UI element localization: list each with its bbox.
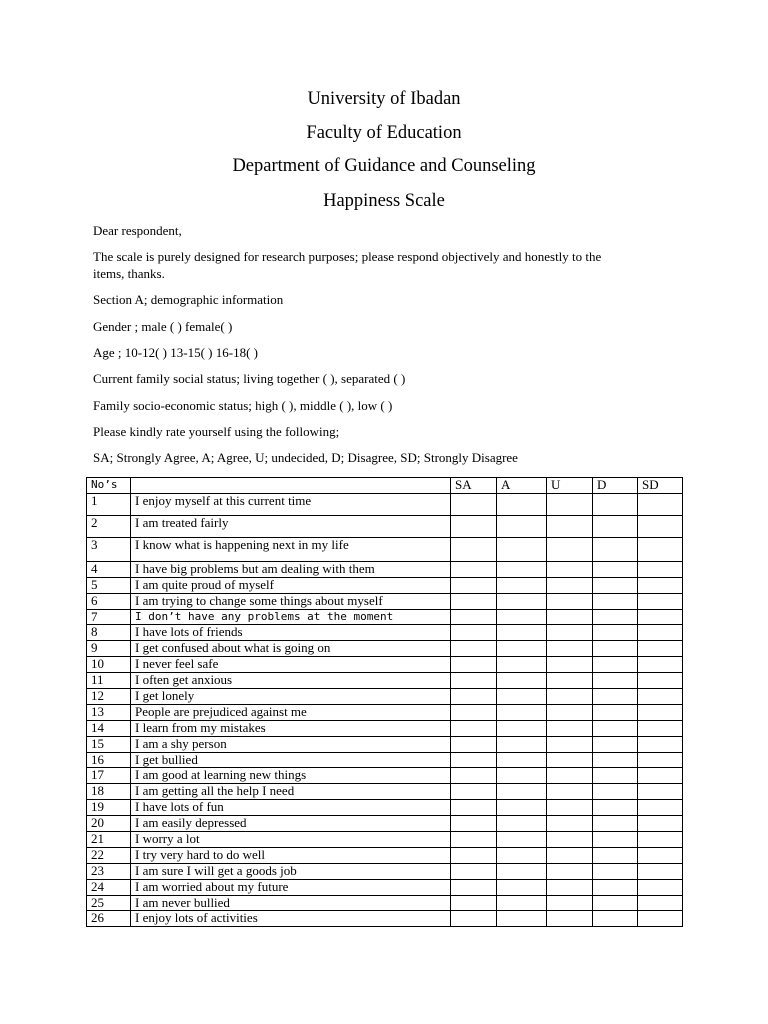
response-cell-a[interactable] — [497, 577, 547, 593]
response-cell-d[interactable] — [593, 689, 638, 705]
rating-legend: SA; Strongly Agree, A; Agree, U; undecided, D; Disagree, SD; Strongly Disagree — [93, 450, 518, 465]
table-row — [87, 704, 683, 720]
response-cell-d[interactable] — [593, 593, 638, 609]
item-statement: I am easily depressed — [131, 816, 451, 832]
response-cell-sa[interactable] — [451, 768, 497, 784]
response-cell-a[interactable] — [497, 720, 547, 736]
response-cell-d[interactable] — [593, 847, 638, 863]
table-row — [87, 832, 683, 848]
item-statement: I enjoy lots of activities — [131, 911, 451, 927]
item-number: 19 — [87, 800, 131, 816]
rating-instruction: Please kindly rate yourself using the following; — [93, 424, 340, 439]
response-cell-sd[interactable] — [638, 784, 683, 800]
item-statement: I am treated fairly — [131, 515, 451, 537]
salutation: Dear respondent, — [93, 223, 182, 238]
response-cell-sa[interactable] — [451, 609, 497, 625]
item-number: 26 — [87, 911, 131, 927]
item-number: 8 — [87, 625, 131, 641]
response-cell-sd[interactable] — [638, 577, 683, 593]
response-cell-d[interactable] — [593, 879, 638, 895]
item-number: 14 — [87, 720, 131, 736]
table-row — [87, 593, 683, 609]
item-statement: I am good at learning new things — [131, 768, 451, 784]
response-cell-u[interactable] — [547, 768, 593, 784]
column-header-d: D — [593, 478, 638, 494]
response-cell-u[interactable] — [547, 689, 593, 705]
table-row — [87, 847, 683, 863]
response-cell-u[interactable] — [547, 625, 593, 641]
item-statement: I worry a lot — [131, 832, 451, 848]
table-header-row — [87, 478, 683, 494]
response-cell-sd[interactable] — [638, 911, 683, 927]
response-cell-a[interactable] — [497, 593, 547, 609]
response-cell-sd[interactable] — [638, 800, 683, 816]
table-row — [87, 537, 683, 561]
table-row — [87, 515, 683, 537]
response-cell-sd[interactable] — [638, 720, 683, 736]
response-cell-u[interactable] — [547, 657, 593, 673]
item-statement: I know what is happening next in my life — [131, 537, 451, 561]
column-header-number: No’s — [87, 478, 131, 494]
column-header-u: U — [547, 478, 593, 494]
item-statement: I never feel safe — [131, 657, 451, 673]
response-cell-sd[interactable] — [638, 515, 683, 537]
response-cell-u[interactable] — [547, 911, 593, 927]
response-cell-sd[interactable] — [638, 625, 683, 641]
response-cell-a[interactable] — [497, 704, 547, 720]
response-cell-a[interactable] — [497, 689, 547, 705]
table-row — [87, 657, 683, 673]
item-number: 22 — [87, 847, 131, 863]
response-cell-sa[interactable] — [451, 832, 497, 848]
response-cell-d[interactable] — [593, 561, 638, 577]
response-cell-d[interactable] — [593, 911, 638, 927]
item-number: 12 — [87, 689, 131, 705]
department-heading: Department of Guidance and Counseling — [232, 156, 536, 176]
column-header-sd: SD — [638, 478, 683, 494]
response-cell-sa[interactable] — [451, 537, 497, 561]
response-cell-sa[interactable] — [451, 816, 497, 832]
response-cell-d[interactable] — [593, 641, 638, 657]
response-cell-u[interactable] — [547, 704, 593, 720]
table-row — [87, 768, 683, 784]
response-cell-u[interactable] — [547, 720, 593, 736]
table-row — [87, 689, 683, 705]
purpose-line-1: The scale is purely designed for research purposes; please respond objectively and honestly to the — [93, 249, 602, 264]
table-row — [87, 879, 683, 895]
response-cell-u[interactable] — [547, 863, 593, 879]
item-number: 18 — [87, 784, 131, 800]
item-statement: I am sure I will get a goods job — [131, 863, 451, 879]
response-cell-sa[interactable] — [451, 577, 497, 593]
item-statement: People are prejudiced against me — [131, 704, 451, 720]
response-cell-a[interactable] — [497, 847, 547, 863]
item-number: 4 — [87, 561, 131, 577]
socio-economic-field: Family socio-economic status; high ( ), middle ( ), low ( ) — [93, 398, 393, 413]
section-a-heading: Section A; demographic information — [93, 292, 284, 307]
family-status-field: Current family social status; living together ( ), separated ( ) — [93, 371, 406, 386]
response-cell-sa[interactable] — [451, 720, 497, 736]
table-row — [87, 736, 683, 752]
response-cell-sa[interactable] — [451, 641, 497, 657]
table-row — [87, 816, 683, 832]
response-cell-d[interactable] — [593, 768, 638, 784]
response-cell-a[interactable] — [497, 561, 547, 577]
response-cell-u[interactable] — [547, 879, 593, 895]
item-number: 6 — [87, 593, 131, 609]
item-number: 15 — [87, 736, 131, 752]
response-cell-a[interactable] — [497, 784, 547, 800]
response-cell-d[interactable] — [593, 609, 638, 625]
response-cell-d[interactable] — [593, 657, 638, 673]
response-cell-a[interactable] — [497, 816, 547, 832]
item-statement: I don’t have any problems at the moment — [131, 609, 451, 625]
response-cell-u[interactable] — [547, 736, 593, 752]
response-cell-d[interactable] — [593, 625, 638, 641]
response-cell-u[interactable] — [547, 847, 593, 863]
response-cell-sa[interactable] — [451, 879, 497, 895]
item-number: 17 — [87, 768, 131, 784]
response-cell-d[interactable] — [593, 720, 638, 736]
response-cell-d[interactable] — [593, 752, 638, 768]
response-cell-a[interactable] — [497, 493, 547, 515]
response-cell-sa[interactable] — [451, 515, 497, 537]
table-row — [87, 863, 683, 879]
response-cell-sd[interactable] — [638, 641, 683, 657]
response-cell-a[interactable] — [497, 537, 547, 561]
response-cell-sa[interactable] — [451, 784, 497, 800]
response-cell-d[interactable] — [593, 537, 638, 561]
response-cell-d[interactable] — [593, 832, 638, 848]
table-row — [87, 895, 683, 911]
item-number: 9 — [87, 641, 131, 657]
purpose-line-2: items, thanks. — [93, 266, 165, 281]
response-cell-u[interactable] — [547, 816, 593, 832]
response-cell-sd[interactable] — [638, 537, 683, 561]
happiness-scale-table — [86, 477, 683, 927]
response-cell-a[interactable] — [497, 657, 547, 673]
item-number: 10 — [87, 657, 131, 673]
response-cell-sa[interactable] — [451, 800, 497, 816]
item-number: 7 — [87, 609, 131, 625]
response-cell-u[interactable] — [547, 832, 593, 848]
response-cell-u[interactable] — [547, 593, 593, 609]
response-cell-a[interactable] — [497, 800, 547, 816]
response-cell-sd[interactable] — [638, 863, 683, 879]
response-cell-sd[interactable] — [638, 768, 683, 784]
item-number: 24 — [87, 879, 131, 895]
response-cell-sa[interactable] — [451, 895, 497, 911]
item-statement: I learn from my mistakes — [131, 720, 451, 736]
response-cell-d[interactable] — [593, 493, 638, 515]
table-row — [87, 625, 683, 641]
item-statement: I am worried about my future — [131, 879, 451, 895]
response-cell-sa[interactable] — [451, 625, 497, 641]
item-number: 20 — [87, 816, 131, 832]
item-statement: I am trying to change some things about myself — [131, 593, 451, 609]
response-cell-a[interactable] — [497, 673, 547, 689]
response-cell-sa[interactable] — [451, 493, 497, 515]
response-cell-sa[interactable] — [451, 847, 497, 863]
table-row — [87, 493, 683, 515]
item-number: 3 — [87, 537, 131, 561]
response-cell-sd[interactable] — [638, 895, 683, 911]
table-row — [87, 561, 683, 577]
gender-field: Gender ; male ( ) female( ) — [93, 319, 233, 334]
table-row — [87, 911, 683, 927]
item-statement: I am getting all the help I need — [131, 784, 451, 800]
item-number: 11 — [87, 673, 131, 689]
item-statement: I am a shy person — [131, 736, 451, 752]
response-cell-u[interactable] — [547, 537, 593, 561]
item-statement: I have big problems but am dealing with them — [131, 561, 451, 577]
response-cell-d[interactable] — [593, 515, 638, 537]
response-cell-u[interactable] — [547, 800, 593, 816]
response-cell-sd[interactable] — [638, 609, 683, 625]
response-cell-d[interactable] — [593, 784, 638, 800]
response-cell-sd[interactable] — [638, 847, 683, 863]
table-row — [87, 577, 683, 593]
response-cell-d[interactable] — [593, 704, 638, 720]
item-statement: I have lots of friends — [131, 625, 451, 641]
response-cell-a[interactable] — [497, 879, 547, 895]
response-cell-sd[interactable] — [638, 657, 683, 673]
response-cell-sd[interactable] — [638, 561, 683, 577]
item-number: 21 — [87, 832, 131, 848]
response-cell-a[interactable] — [497, 832, 547, 848]
column-header-a: A — [497, 478, 547, 494]
response-cell-sa[interactable] — [451, 704, 497, 720]
response-cell-u[interactable] — [547, 895, 593, 911]
response-cell-d[interactable] — [593, 736, 638, 752]
column-header-item — [131, 478, 451, 494]
table-body — [87, 493, 683, 926]
response-cell-sa[interactable] — [451, 736, 497, 752]
table-row — [87, 784, 683, 800]
response-cell-d[interactable] — [593, 816, 638, 832]
response-cell-a[interactable] — [497, 609, 547, 625]
response-cell-sd[interactable] — [638, 752, 683, 768]
response-cell-u[interactable] — [547, 609, 593, 625]
table-row — [87, 800, 683, 816]
response-cell-a[interactable] — [497, 515, 547, 537]
response-cell-a[interactable] — [497, 768, 547, 784]
response-cell-d[interactable] — [593, 863, 638, 879]
table-row — [87, 720, 683, 736]
table-row — [87, 641, 683, 657]
response-cell-sa[interactable] — [451, 673, 497, 689]
table-row — [87, 673, 683, 689]
response-cell-sd[interactable] — [638, 832, 683, 848]
scale-title: Happiness Scale — [323, 191, 445, 211]
response-cell-u[interactable] — [547, 752, 593, 768]
response-cell-sa[interactable] — [451, 689, 497, 705]
table-row — [87, 609, 683, 625]
university-heading: University of Ibadan — [307, 89, 461, 109]
response-cell-d[interactable] — [593, 577, 638, 593]
item-statement: I get bullied — [131, 752, 451, 768]
response-cell-sa[interactable] — [451, 752, 497, 768]
item-number: 25 — [87, 895, 131, 911]
response-cell-d[interactable] — [593, 895, 638, 911]
response-cell-sa[interactable] — [451, 593, 497, 609]
response-cell-u[interactable] — [547, 784, 593, 800]
response-cell-sd[interactable] — [638, 689, 683, 705]
response-cell-u[interactable] — [547, 577, 593, 593]
response-cell-sd[interactable] — [638, 673, 683, 689]
response-cell-a[interactable] — [497, 895, 547, 911]
column-header-sa: SA — [451, 478, 497, 494]
response-cell-sa[interactable] — [451, 657, 497, 673]
item-number: 2 — [87, 515, 131, 537]
response-cell-u[interactable] — [547, 561, 593, 577]
item-statement: I try very hard to do well — [131, 847, 451, 863]
response-cell-a[interactable] — [497, 752, 547, 768]
item-statement: I have lots of fun — [131, 800, 451, 816]
response-cell-a[interactable] — [497, 625, 547, 641]
response-cell-a[interactable] — [497, 641, 547, 657]
response-cell-u[interactable] — [547, 673, 593, 689]
response-cell-u[interactable] — [547, 493, 593, 515]
response-cell-sd[interactable] — [638, 493, 683, 515]
item-number: 1 — [87, 493, 131, 515]
response-cell-sd[interactable] — [638, 593, 683, 609]
item-number: 13 — [87, 704, 131, 720]
response-cell-sa[interactable] — [451, 863, 497, 879]
response-cell-a[interactable] — [497, 911, 547, 927]
item-number: 16 — [87, 752, 131, 768]
response-cell-sd[interactable] — [638, 736, 683, 752]
item-statement: I enjoy myself at this current time — [131, 493, 451, 515]
table-row — [87, 752, 683, 768]
response-cell-sd[interactable] — [638, 816, 683, 832]
response-cell-a[interactable] — [497, 863, 547, 879]
response-cell-u[interactable] — [547, 641, 593, 657]
item-statement: I get confused about what is going on — [131, 641, 451, 657]
item-number: 5 — [87, 577, 131, 593]
response-cell-d[interactable] — [593, 800, 638, 816]
item-number: 23 — [87, 863, 131, 879]
item-statement: I am never bullied — [131, 895, 451, 911]
response-cell-sd[interactable] — [638, 879, 683, 895]
age-field: Age ; 10-12( ) 13-15( ) 16-18( ) — [93, 345, 258, 360]
response-cell-u[interactable] — [547, 515, 593, 537]
item-statement: I get lonely — [131, 689, 451, 705]
response-cell-sa[interactable] — [451, 561, 497, 577]
faculty-heading: Faculty of Education — [306, 123, 462, 143]
response-cell-sd[interactable] — [638, 704, 683, 720]
item-statement: I am quite proud of myself — [131, 577, 451, 593]
response-cell-d[interactable] — [593, 673, 638, 689]
response-cell-a[interactable] — [497, 736, 547, 752]
response-cell-sa[interactable] — [451, 911, 497, 927]
item-statement: I often get anxious — [131, 673, 451, 689]
